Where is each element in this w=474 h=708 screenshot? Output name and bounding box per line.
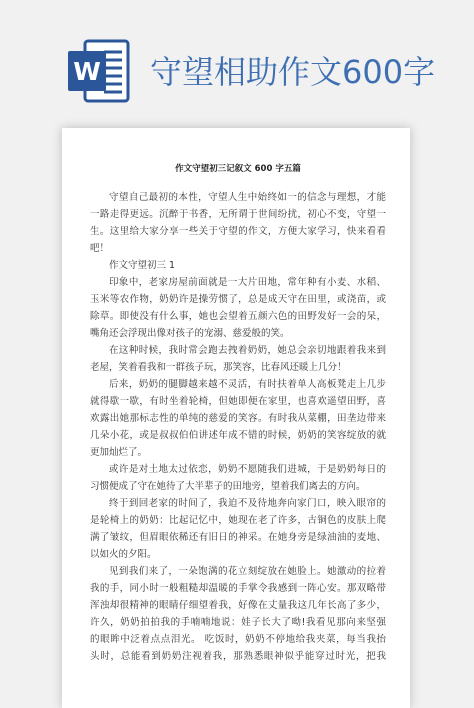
paragraph-line: 是轮椅上的奶奶：比起记忆中，她现在老了许多，古铜色的皮肤上爬 — [90, 515, 386, 526]
word-document-icon — [66, 38, 132, 104]
paragraph-line: 或许是对土地太过依恋，奶奶不愿随我们进城，于是奶奶每日的 — [109, 464, 386, 475]
paragraph-line: 的眼眸中泛着点点泪光。 吃饭时，奶奶不停地给我夹菜，每当我抬 — [90, 634, 386, 645]
icon-letter: W — [73, 57, 101, 86]
paragraph-line: 玉米等农作物，奶奶许是操劳惯了，总是成天守在田里，或浇苗，或 — [90, 294, 386, 305]
paragraph-line: 更加灿烂了。 — [90, 447, 148, 458]
paragraph — [90, 274, 386, 342]
paragraph-line: 欢露出她那标志性的单纯的慈爱的笑容。有时我从菜棚，田垄边带来 — [90, 413, 386, 424]
paragraph-line: 嘴角还会浮现出像对孩子的宠溺、慈爱般的笑。 — [90, 328, 290, 339]
paragraph-line: 见到我们来了，一朵饱满的花立刻绽放在她脸上。她激动的拉着 — [109, 566, 386, 577]
paragraph-line: 浑浊却很精神的眼睛仔细望着我，好像在丈量我这几年长高了多少， — [90, 600, 386, 611]
paragraph-line: 除草。即使没有什么事，她也会望着五颜六色的田野发好一会的呆， — [90, 311, 386, 322]
paragraph-line: 习惯便成了守在她待了大半辈子的田地旁，望着我们离去的方向。 — [90, 481, 366, 492]
paragraph-line: 满了皱纹，但眉眼依稀还有旧日的神采。在她身旁是绿油油的麦地、 — [90, 532, 386, 543]
paragraph — [90, 342, 386, 376]
paragraph — [90, 189, 386, 257]
paragraph — [90, 461, 386, 495]
paragraph-line: 吧！ — [90, 243, 110, 254]
paragraph — [90, 563, 386, 665]
paragraph-line: 后来，奶奶的腿脚越来越不灵活，有时扶着单人高板凳走上几步 — [109, 379, 386, 390]
paragraph — [90, 495, 386, 563]
paragraph-line: 印象中，老家房屋前面就是一大片田地，常年种有小麦、水稻、 — [109, 277, 386, 288]
paragraph-line: 我的手，同小时一般粗糙却温暖的手掌令我感到一阵心安。那双略带 — [90, 583, 386, 594]
paragraph-line: 头时，总能看到奶奶注视着我，那熟悉眼神似乎能穿过时光，把我 — [90, 651, 386, 662]
document-body — [90, 189, 386, 665]
word-icon-graphic — [66, 38, 132, 104]
paragraph-line: 以如火的夕阳。 — [90, 549, 157, 560]
paragraph-line: 守望自己最初的本性，守望人生中始终如一的信念与理想，才能 — [109, 192, 386, 203]
paragraph-line: 就得歇一歇，有时坐着轮椅，但她即便在家里，也喜欢遥望田野，喜 — [90, 396, 386, 407]
paragraph-line: 一路走得更远。沉醉于书香，无所谓于世间纷扰，初心不变，守望一 — [90, 209, 386, 220]
paragraph — [90, 376, 386, 461]
paragraph-line: 几朵小花，或是叔叔伯伯讲述年成不错的时候，奶奶的笑容绽放的就 — [90, 430, 386, 441]
paragraph-line: 在这种时候，我时常会跑去拽着奶奶，她总会亲切地跟着我来到 — [109, 345, 386, 356]
paragraph-line: 老屋，笑着看我和一群孩子玩，那笑容，比春风还暖上几分！ — [90, 362, 347, 373]
paragraph-line: 终于到回老家的时间了，我迫不及待地奔向家门口，映入眼帘的 — [109, 498, 386, 509]
page-title: 守望相助作文600字 — [150, 53, 436, 91]
paragraph-line: 许久，奶奶拍拍我的手喃喃地说：娃子长大了呦!我看见那向来坚强 — [90, 617, 386, 628]
paragraph — [90, 257, 386, 274]
paragraph-line: 生。这里给大家分享一些关于守望的作文，方便大家学习，快来看看 — [90, 226, 386, 237]
document-title: 作文守望初三记叙文 600 字五篇 — [175, 164, 301, 174]
document-page — [62, 128, 410, 708]
paragraph-line: 作文守望初三 1 — [109, 260, 176, 271]
